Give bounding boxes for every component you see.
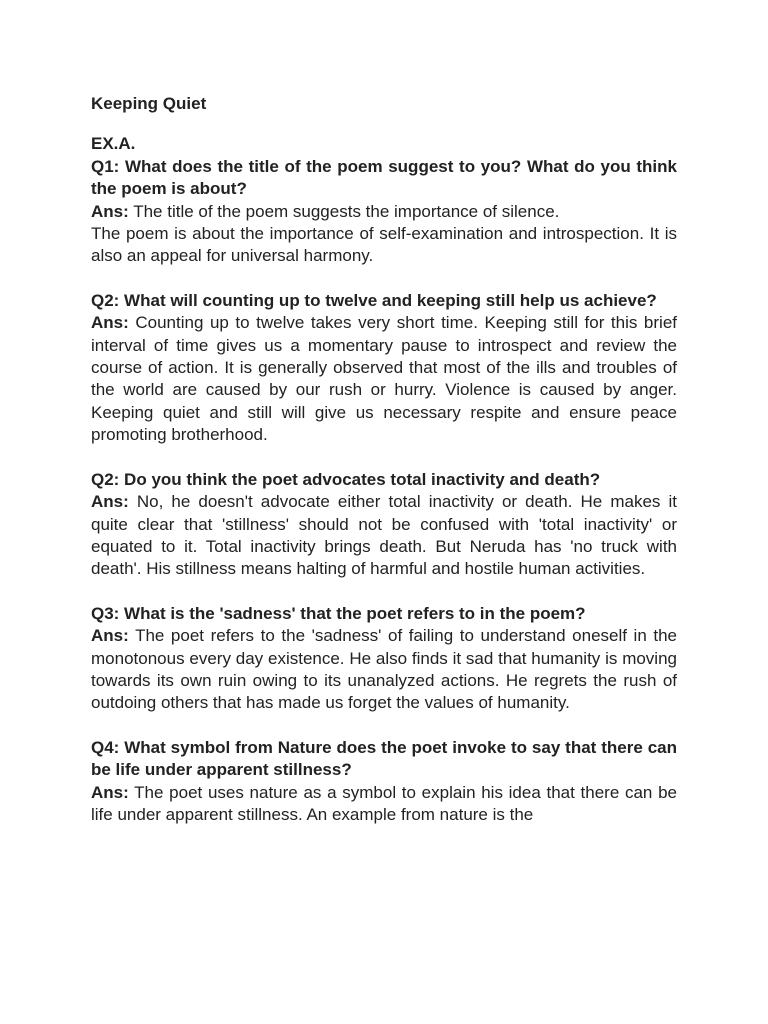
- document-page: [91, 93, 677, 848]
- answer-2: [91, 312, 677, 446]
- answer-label: Ans:: [91, 313, 129, 333]
- question-4: Q3: What is the 'sadness' that the poet refers to in the poem?: [91, 603, 586, 623]
- qa-block-1: [91, 156, 677, 268]
- answer-label: Ans:: [91, 492, 129, 512]
- question-3: Q2: Do you think the poet advocates total inactivity and death?: [91, 469, 601, 489]
- answer-label: Ans:: [91, 201, 129, 221]
- answer-1: [91, 201, 677, 223]
- answer-1-text: The title of the poem suggests the importance of silence.: [133, 201, 560, 221]
- qa-block-2: [91, 290, 677, 447]
- answer-1-extra: The poem is about the importance of self-examination and introspection. It is also an appeal for universal harmony.: [91, 224, 677, 266]
- qa-block-3: [91, 469, 677, 581]
- question-1: Q1: What does the title of the poem suggest to you? What do you think the poem is about?: [91, 156, 677, 199]
- answer-label: Ans:: [91, 626, 129, 646]
- qa-block-5: [91, 737, 677, 827]
- answer-2-text: Counting up to twelve takes very short time. Keeping still for this brief interval of time gives us a momentary pause to introspect and review the course of action. It is generally observed that most of the ills and troubles of the world are caused by our rush or hurry. Violence is caused by anger. Keeping quiet and still will give us necessary respite and ensure peace promoting brotherhood.: [91, 313, 677, 445]
- document-title: Keeping Quiet: [91, 94, 207, 113]
- answer-3-text: No, he doesn't advocate either total inactivity or death. He makes it quite clear that 'stillness' should not be confused with 'total inactivity' or equated to it. Total inactivity brings death. But Neruda has 'no truck with death'. His stillness means halting of harmful and hostile human activities.: [91, 492, 677, 579]
- answer-4: [91, 625, 677, 715]
- answer-4-text: The poet refers to the 'sadness' of failing to understand oneself in the monotonous every day existence. He also finds it sad that humanity is moving towards its own ruin owing to its unanalyzed actions. He regrets the rush of outdoing others that has made us forget the values of humanity.: [91, 626, 677, 713]
- question-2: Q2: What will counting up to twelve and keeping still help us achieve?: [91, 290, 657, 310]
- answer-5: [91, 782, 677, 827]
- answer-5-text: The poet uses nature as a symbol to explain his idea that there can be life under apparent stillness. An example from nature is the: [91, 782, 677, 824]
- question-5: Q4: What symbol from Nature does the poet invoke to say that there can be life under apparent stillness?: [91, 737, 677, 780]
- answer-label: Ans:: [91, 782, 129, 802]
- exercise-label: EX.A.: [91, 134, 136, 154]
- answer-3: [91, 491, 677, 581]
- qa-block-4: [91, 603, 677, 715]
